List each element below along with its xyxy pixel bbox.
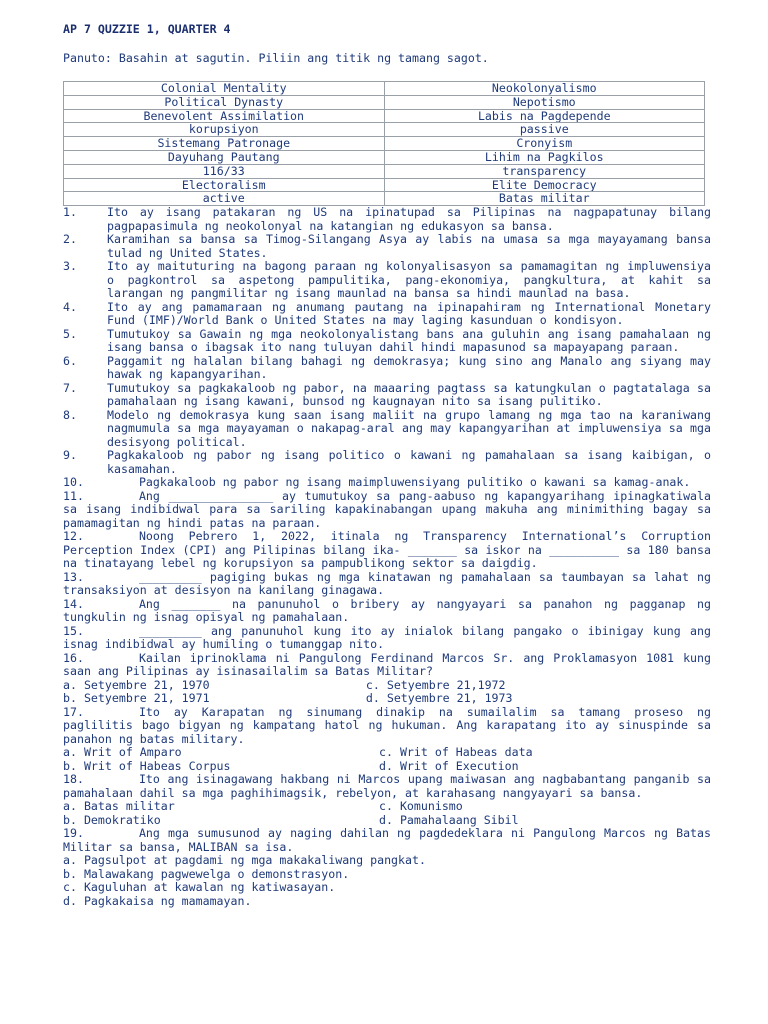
question-number: 16. xyxy=(63,650,84,665)
table-cell: Benevolent Assimilation xyxy=(64,109,385,123)
answer-option: c. Kaguluhan at kawalan ng katiwasayan. xyxy=(63,880,336,894)
table-cell: Dayuhang Pautang xyxy=(64,150,385,164)
question-list xyxy=(63,206,711,908)
table-cell: Labis na Pagdepende xyxy=(384,109,705,123)
question-text: Kailan iprinoklama ni Pangulong Ferdinand Marcos Sr. ang Proklamasyon 1081 kung saan ang Pilipinas ay isinasailalim sa Batas Militar? xyxy=(63,650,711,678)
question-text: Ang _______________ ay tumutukoy sa pang-aabuso ng kapangyarihang ipinagkatiwala sa isang indibidwal para sa sariling kapakinabangan upang makuha ang minimithing bagay sa pamamagitan ng hindi patas na paraan. xyxy=(63,488,711,530)
answer-option: b. Setyembre 21, 1971 xyxy=(63,691,210,705)
table-cell: transparency xyxy=(384,164,705,178)
answer-option: c. Setyembre 21,1972 xyxy=(365,677,506,692)
answer-option: b. Writ of Habeas Corpus xyxy=(63,758,231,773)
table-row xyxy=(64,192,705,206)
answer-option: d. Setyembre 21, 1973 xyxy=(365,691,513,705)
table-cell: Electoralism xyxy=(64,178,385,192)
question-number: 3. xyxy=(63,259,77,273)
question-number: 10. xyxy=(63,475,84,489)
question-item xyxy=(63,233,711,260)
question-number: 13. xyxy=(63,569,84,584)
question-text: _________ ang panunuhol kung ito ay inialok bilang pangako o ibinigay kung ang isnag indibidwal ay humiling o tumanggap nito. xyxy=(63,623,711,651)
question-number: 2. xyxy=(63,232,77,246)
answer-option: a. Pagsulpot at pagdami ng mga makakaliwang pangkat. xyxy=(63,853,426,867)
question-text: Ang _______ na panunuhol o bribery ay nangyayari sa panahon ng pagganap ng tungkulin ng isnag opisyal ng pamahalaan. xyxy=(63,596,711,624)
option-row xyxy=(63,692,711,706)
question-number: 17. xyxy=(63,704,84,719)
question-number: 6. xyxy=(63,353,77,368)
question-number: 8. xyxy=(63,407,77,422)
table-row xyxy=(64,109,705,123)
question-number: 14. xyxy=(63,596,84,611)
question-item xyxy=(63,449,711,476)
question-number: 9. xyxy=(63,448,77,462)
table-cell: passive xyxy=(384,123,705,137)
table-cell: 116/33 xyxy=(64,164,385,178)
table-row xyxy=(64,178,705,192)
page-title: AP 7 QUZZIE 1, QUARTER 4 xyxy=(63,22,231,36)
answer-option: c. Writ of Habeas data xyxy=(379,745,533,759)
question-text: Ang mga sumusunod ay naging dahilan ng pagdedeklara ni Pangulong Marcos ng Batas Militar sa bansa, MALIBAN sa isa. xyxy=(63,826,711,854)
option-row xyxy=(63,760,711,774)
question-number: 11. xyxy=(63,488,84,503)
option-row xyxy=(63,800,711,814)
table-cell: Sistemang Patronage xyxy=(64,137,385,151)
table-row xyxy=(64,164,705,178)
question-text: Paggamit ng halalan bilang bahagi ng demokrasya; kung sino ang Manalo ang siyang may hawak ng kapangyarihan. xyxy=(107,353,711,381)
question-text: Tumutukoy sa Gawain ng mga neokolonyalistang bans ana guluhin ang isang pamahalaan ng isang bansa o ibagsak ito nang tuluyan dahil hindi mapasunod sa mapayapang paraan. xyxy=(107,326,711,354)
question-item xyxy=(63,490,711,531)
question-number: 19. xyxy=(63,826,84,840)
option-row xyxy=(63,814,711,828)
question-text: Pagkakaloob ng pabor ng isang maimpluwensiyang pulitiko o kawani sa kamag-anak. xyxy=(138,475,691,489)
question-text: Ito ay isang patakaran ng US na ipinatupad sa Pilipinas na nagpapatunay bilang pagpapasimula ng neokolonyal na katangian ng edukasyon sa bansa. xyxy=(107,205,711,233)
question-item xyxy=(63,301,711,328)
question-text: Noong Pebrero 1, 2022, itinala ng Transparency International’s Corruption Perception Index (CPI) ang Pilipinas bilang ika- _______ sa iskor na __________ sa 180 bansa na tinatayang lebel ng korupsiyon sa pampublikong sektor sa daigdig. xyxy=(63,529,711,570)
question-item xyxy=(63,652,711,706)
question-item xyxy=(63,260,711,301)
question-number: 18. xyxy=(63,772,84,786)
question-text: Karamihan sa bansa sa Timog-Silangang Asya ay labis na umasa sa mga mayayamang bansa tulad ng United States. xyxy=(107,232,711,260)
question-item xyxy=(63,206,711,233)
question-item xyxy=(63,706,711,774)
question-item xyxy=(63,625,711,652)
question-text: Modelo ng demokrasya kung saan isang maliit na grupo lamang ng mga tao na karaniwang nagmumula sa mga mayayaman o nakapag-aral ang may kapangyarihan at impluwensiya sa mga desisyong political. xyxy=(107,407,711,449)
question-text: Tumutukoy sa pagkakaloob ng pabor, na maaaring pagtass sa katungkulan o pagtatalaga sa pamahalaan ng isang kawani, bunsod ng kaugnayan nito sa isang pulitiko. xyxy=(107,380,711,408)
question-number: 4. xyxy=(63,299,77,314)
question-text: Ito ay maituturing na bagong paraan ng kolonyalisasyon sa pamamagitan ng impluwensiya o pagkontrol sa aspetong pampulitika, pang-ekonomiya, pangkultura, at kahit sa larangan ng pangmilitar ng isang maunlad na bansa sa hindi maunlad na basa. xyxy=(107,259,711,300)
question-item xyxy=(63,598,711,625)
table-cell: Political Dynasty xyxy=(64,95,385,109)
question-item xyxy=(63,382,711,409)
question-number: 5. xyxy=(63,326,77,341)
answer-option: a. Setyembre 21, 1970 xyxy=(63,677,210,692)
question-item xyxy=(63,827,711,908)
question-text: Pagkakaloob ng pabor ng isang politico o kawani ng pamahalaan sa isang kaibigan, o kasamahan. xyxy=(107,448,711,476)
question-text: Ito ang isinagawang hakbang ni Marcos upang maiwasan ang nagbabantang panganib sa pamahalaan dahil sa mga paghihimagsik, rebelyon, at karahasang nangyayari sa bansa. xyxy=(63,772,711,800)
table-cell: Neokolonyalismo xyxy=(384,82,705,96)
question-item xyxy=(63,476,711,490)
question-text: Ito ay Karapatan ng sinumang dinakip na sumailalim sa tamang proseso ng paglilitis bago bigyan ng kampatang hatol ng hukuman. Ang karapatang ito ay sinuspinde sa panahon ng batas military. xyxy=(63,704,711,746)
answer-option: d. Pamahalaang Sibil xyxy=(379,812,519,827)
table-cell: Nepotismo xyxy=(384,95,705,109)
question-text: _________ pagiging bukas ng mga kinatawan ng pamahalaan sa taumbayan sa lahat ng transaksiyon at desisyon na kanilang ginagawa. xyxy=(63,569,711,597)
table-cell: korupsiyon xyxy=(64,123,385,137)
question-number: 7. xyxy=(63,380,77,395)
question-text: Ito ay ang pamamaraan ng anumang pautang na ipinapahiram ng International Monetary Fund (IMF)/World Bank o United States na may laging kasunduan o kondisyon. xyxy=(107,299,711,327)
answer-option: b. Malawakang pagwewelga o demonstrasyon. xyxy=(63,866,350,881)
option-row xyxy=(63,746,711,760)
instructions: Panuto: Basahin at sagutin. Piliin ang titik ng tamang sagot. xyxy=(63,51,489,65)
table-cell: Cronyism xyxy=(384,137,705,151)
table-cell: active xyxy=(64,192,385,206)
question-item xyxy=(63,571,711,598)
question-number: 1. xyxy=(63,205,77,219)
question-item xyxy=(63,328,711,355)
table-row xyxy=(64,95,705,109)
option-row xyxy=(63,679,711,693)
question-number: 12. xyxy=(63,529,84,543)
question-item xyxy=(63,530,711,571)
table-cell: Elite Democracy xyxy=(384,178,705,192)
table-cell: Colonial Mentality xyxy=(64,82,385,96)
question-item xyxy=(63,409,711,450)
question-item xyxy=(63,773,711,827)
answer-option: d. Pagkakaisa ng mamamayan. xyxy=(63,893,252,908)
question-item xyxy=(63,355,711,382)
answer-option: b. Demokratiko xyxy=(63,812,161,827)
answer-option: a. Writ of Amparo xyxy=(63,745,182,759)
table-row xyxy=(64,150,705,164)
table-cell: Batas militar xyxy=(384,192,705,206)
answer-choices-table xyxy=(63,81,705,206)
answer-option: c. Komunismo xyxy=(379,799,463,813)
table-row xyxy=(64,123,705,137)
table-row xyxy=(64,82,705,96)
answer-option: d. Writ of Execution xyxy=(379,758,519,773)
table-cell: Lihim na Pagkilos xyxy=(384,150,705,164)
table-row xyxy=(64,137,705,151)
answer-option: a. Batas militar xyxy=(63,799,175,813)
question-number: 15. xyxy=(63,623,84,638)
